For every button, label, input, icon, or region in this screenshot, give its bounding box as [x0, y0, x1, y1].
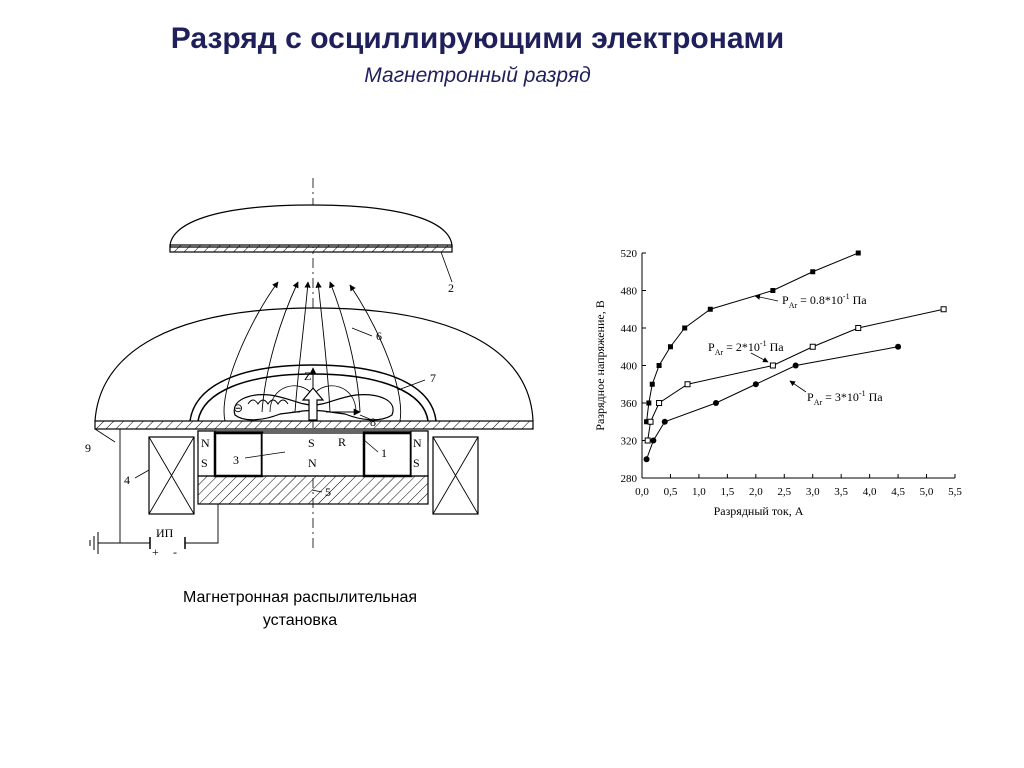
- y-tick-label: 480: [620, 285, 637, 298]
- series-pointer: [790, 381, 806, 392]
- data-point: [685, 382, 690, 387]
- data-point: [646, 401, 651, 406]
- series-label: $P_{Ar} = 0.8*10^{-1}$ Па: [782, 292, 867, 310]
- x-tick-label: 1,0: [692, 486, 706, 498]
- data-point: [644, 456, 650, 462]
- y-tick-label: 280: [620, 473, 637, 485]
- label-6: 6: [376, 329, 382, 343]
- y-tick-label: 360: [620, 398, 637, 410]
- data-point: [810, 269, 815, 274]
- label-z: Z: [304, 369, 312, 383]
- x-tick-label: 5,0: [919, 486, 934, 498]
- data-point: [895, 344, 901, 350]
- label-3: 3: [233, 453, 239, 467]
- voltage-current-chart: [593, 248, 962, 518]
- data-point: [810, 344, 815, 349]
- x-tick-label: 2,0: [748, 486, 763, 498]
- y-tick-label: 400: [620, 360, 637, 373]
- x-tick-label: 2,5: [777, 486, 792, 498]
- data-point: [770, 363, 775, 368]
- caption-line-1: Магнетронная распылительная: [182, 589, 418, 606]
- leader-4: [135, 470, 149, 478]
- x-tick-label: 4,0: [862, 486, 877, 498]
- data-point: [668, 344, 673, 349]
- data-point: [713, 400, 719, 406]
- label-8: 8: [370, 415, 376, 429]
- y-tick-label: 320: [620, 435, 637, 448]
- x-tick-label: 3,0: [805, 486, 820, 498]
- psu-plus: +: [152, 545, 159, 559]
- data-point: [650, 382, 655, 387]
- data-point: [770, 288, 775, 293]
- data-point: [856, 251, 861, 256]
- label-2: 2: [448, 281, 454, 295]
- pole-n-left: N: [201, 436, 210, 450]
- magnetron-schematic: [90, 178, 533, 554]
- y-axis-label: Разрядное напряжение, В: [593, 300, 607, 431]
- x-tick-label: 1,5: [720, 486, 735, 498]
- y-tick-label: 440: [620, 323, 637, 335]
- data-point: [793, 363, 799, 369]
- label-7: 7: [430, 371, 436, 385]
- x-tick-label: 0,0: [635, 486, 649, 498]
- data-point: [645, 438, 650, 443]
- x-tick-label: 0,5: [663, 486, 678, 498]
- data-point: [648, 419, 653, 424]
- x-tick-label: 3,5: [834, 486, 849, 498]
- label-9: 9: [85, 441, 91, 455]
- data-point: [753, 381, 759, 387]
- ground-icon: [90, 532, 98, 554]
- psu-wire-left: [98, 429, 120, 543]
- pole-s-center: S: [308, 436, 315, 450]
- substrate-plate: [170, 245, 452, 252]
- caption-line-2: установка: [262, 612, 338, 629]
- x-tick-label: 5,5: [948, 486, 962, 498]
- diagram-caption: [140, 586, 460, 632]
- series-pointer: [751, 353, 768, 362]
- pole-s-right: S: [413, 456, 420, 470]
- series-label: $P_{Ar} = 3*10^{-1}$ Па: [807, 389, 883, 407]
- data-point: [650, 438, 656, 444]
- data-point: [657, 363, 662, 368]
- data-point: [708, 307, 713, 312]
- pole-n-center: N: [308, 456, 317, 470]
- data-point: [682, 326, 687, 331]
- label-4: 4: [124, 473, 130, 487]
- data-point: [941, 307, 946, 312]
- label-5: 5: [325, 485, 331, 499]
- y-tick-label: 520: [620, 248, 637, 260]
- data-point: [856, 326, 861, 331]
- psu-minus: -: [173, 545, 177, 559]
- psu-label: ИП: [156, 526, 174, 540]
- pole-n-right: N: [413, 436, 422, 450]
- label-r: R: [338, 435, 347, 449]
- data-point: [662, 419, 668, 425]
- series-label: $P_{Ar} = 2*10^{-1}$ Па: [708, 339, 784, 357]
- label-1: 1: [381, 446, 387, 460]
- slide-subtitle: Магнетронный разряд: [364, 64, 591, 87]
- x-tick-label: 4,5: [891, 486, 905, 498]
- electron-icon: ⊖: [233, 401, 244, 415]
- leader-2: [441, 252, 452, 282]
- x-axis-label: Разрядный ток, А: [713, 504, 804, 518]
- series-line: [648, 309, 944, 440]
- series-pointer: [755, 296, 778, 301]
- magnet-block-right: [364, 433, 411, 476]
- data-point: [657, 401, 662, 406]
- slide-title: Разряд с осциллирующими электронами: [170, 22, 785, 55]
- leader-9: [95, 429, 115, 442]
- substrate-dome: [170, 205, 452, 247]
- base-plate: [95, 421, 533, 429]
- pole-s-left: S: [201, 456, 208, 470]
